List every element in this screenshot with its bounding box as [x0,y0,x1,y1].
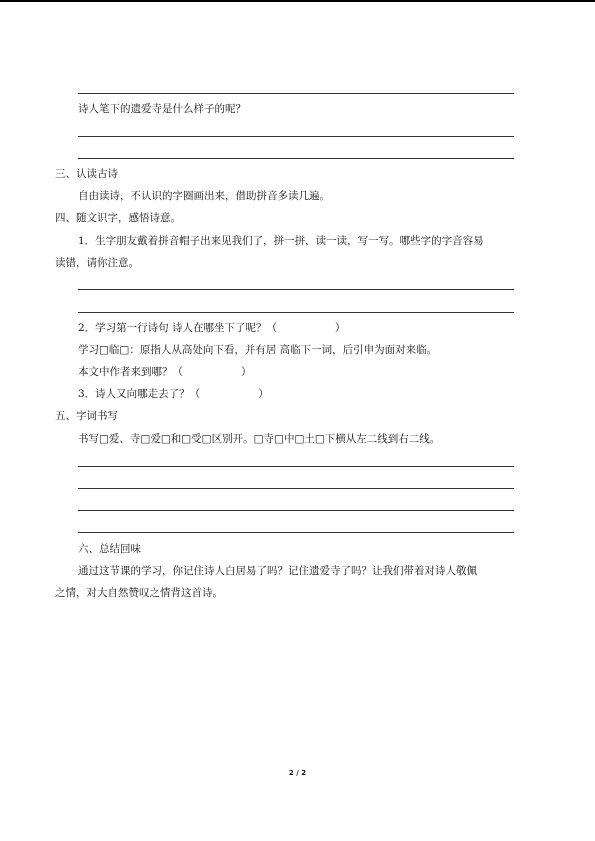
writing-line [78,510,514,511]
item-1-line-2: 读错，请你注意。 [55,257,139,269]
section-6-title: 六、总结回味 [78,543,141,555]
author-prefix: 本文中作者来到哪？（ [78,366,183,378]
section-3-body: 自由读诗，不认识的字圈画出来，借助拼音多读几遍。 [78,190,330,202]
page-number: 2 / 2 [288,769,307,777]
answer-line [78,289,514,290]
question-temple: 诗人笔下的遗爱寺是什么样子的呢？ [78,103,246,115]
section-6-line-1: 通过这节课的学习，你记住诗人白居易了吗？记住遗爱寺了吗？让我们带着对诗人敬佩 [78,565,477,577]
section-3-title: 三、认读古诗 [55,168,118,180]
item-3-suffix: ） [258,388,269,400]
section-6-line-2: 之情，对大自然赞叹之情背这首诗。 [55,587,223,599]
item-2-prefix: 2．学习第一行诗句 诗人在哪坐下了呢？（ [78,322,278,334]
author-question [78,365,252,379]
answer-line [78,93,514,94]
top-border [0,0,595,2]
item-2-suffix: ） [335,322,346,334]
item-1-line-1: 1．生字朋友戴着拼音帽子出来见我们了，拼一拼，读一读，写一写。哪些字的字音容易 [78,235,484,247]
item-2 [78,321,346,335]
section-4-title: 四、随文识字，感悟诗意。 [55,212,181,224]
section-5-title: 五、字词书写 [55,410,118,422]
writing-line [78,466,514,467]
item-3 [78,387,269,401]
author-suffix: ） [241,366,252,378]
section-5-body: 书写□爱、寺□爱□和□受□区别开。□寺□中□土□下横从左二线到右二线。 [78,433,441,445]
study-lin: 学习□临□：原指人从高处向下看，并有居 高临下一词，后引申为面对来临。 [78,344,438,356]
writing-line [78,488,514,489]
answer-line [78,136,514,137]
item-3-prefix: 3．诗人又向哪走去了？（ [78,388,201,400]
writing-line [78,532,514,533]
answer-line [78,158,514,159]
answer-line [78,312,514,313]
